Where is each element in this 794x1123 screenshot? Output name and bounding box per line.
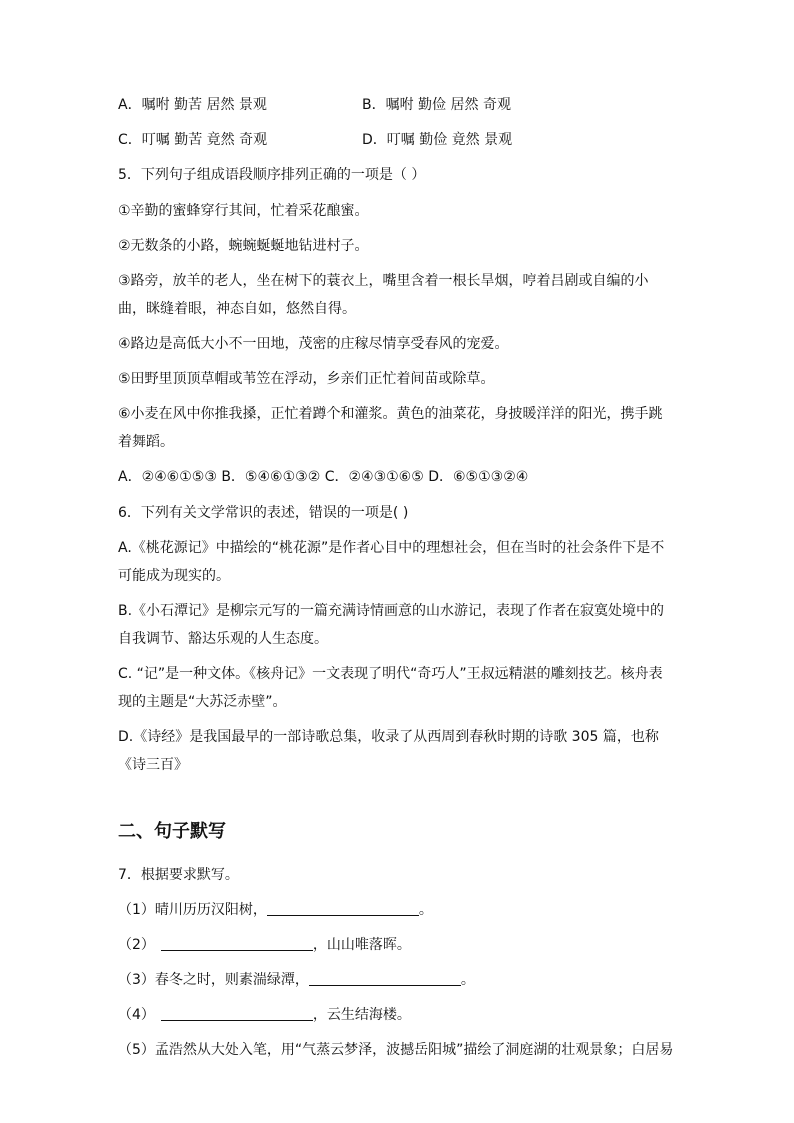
q6-option-b-line1: B.《小石潭记》是柳宗元写的一篇充满诗情画意的山水游记，表现了作者在寂寞处境中的	[118, 603, 665, 619]
q7-item-4-prefix: （4）	[118, 1007, 155, 1023]
q5-sentence-6-line1: ⑥小麦在风中你推我搡，正忙着蹲个和灌浆。黄色的油菜花，身披暖洋洋的阳光，携手跳	[118, 406, 663, 422]
answer-blank[interactable]	[161, 1006, 313, 1021]
answer-blank[interactable]	[309, 971, 461, 986]
q4-option-b: B．嘱咐 勤俭 居然 奇观	[362, 97, 511, 113]
q4-option-c: C．叮嘱 勤苦 竟然 奇观	[118, 132, 268, 148]
answer-blank[interactable]	[161, 936, 313, 951]
answer-blank[interactable]	[267, 901, 419, 916]
q6-option-a-line1: A.《桃花源记》中描绘的“桃花源”是作者心目中的理想社会，但在当时的社会条件下是不	[118, 540, 665, 556]
q5-sentence-3-line1: ③路旁，放羊的老人，坐在树下的蓑衣上，嘴里含着一根长旱烟，哼着吕剧或自编的小	[118, 273, 649, 289]
q7-item-3	[118, 971, 475, 989]
q7-item-4-suffix: ，云生结海楼。	[312, 1007, 411, 1023]
q4-option-d: D．叮嘱 勤俭 竟然 景观	[362, 132, 513, 148]
q7-item-5: （5）孟浩然从大处入笔，用“气蒸云梦泽，波撼岳阳城”描绘了洞庭湖的壮观景象；白居易	[118, 1042, 674, 1058]
q7-item-1	[118, 901, 433, 919]
q6-stem: 6．下列有关文学常识的表述，错误的一项是( )	[118, 505, 409, 521]
q7-item-1-prefix: （1）晴川历历汉阳树，	[118, 902, 267, 918]
q5-sentence-2: ②无数条的小路，蜿蜿蜒蜒地钻进村子。	[118, 238, 369, 254]
q6-option-d-line1: D.《诗经》是我国最早的一部诗歌总集，收录了从西周到春秋时期的诗歌 305 篇，也称	[118, 729, 659, 745]
q7-item-4	[118, 1006, 411, 1024]
q5-sentence-4: ④路边是高低大小不一田地，茂密的庄稼尽情享受春风的宠爱。	[118, 336, 509, 352]
section-heading: 二、句子默写	[118, 821, 226, 842]
q7-item-2	[118, 936, 411, 954]
q6-option-a-line2: 可能成为现实的。	[118, 568, 230, 584]
q6-option-c-line1: C. “记”是一种文体。《核舟记》一文表现了明代“奇巧人”王叔远精湛的雕刻技艺。核舟表	[118, 666, 663, 682]
q6-option-b-line2: 自我调节、豁达乐观的人生态度。	[118, 631, 328, 647]
q4-option-a: A．嘱咐 勤苦 居然 景观	[118, 97, 267, 113]
q7-stem: 7．根据要求默写。	[118, 867, 239, 883]
q6-option-c-line2: 现的主题是“大苏泛赤壁”。	[118, 694, 287, 710]
q5-sentence-5: ⑤田野里顶顶草帽或苇笠在浮动，乡亲们正忙着间苗或除草。	[118, 371, 495, 387]
q6-option-d-line2: 《诗三百》	[118, 757, 188, 773]
q5-options: A．②④⑥①⑤③ B．⑤④⑥①③② C．②④③①⑥⑤ D．⑥⑤①③②④	[118, 469, 529, 485]
q7-item-3-prefix: （3）春冬之时，则素湍绿潭，	[118, 972, 309, 988]
q7-item-2-prefix: （2）	[118, 937, 155, 953]
q7-item-3-suffix: 。	[460, 972, 475, 988]
q5-sentence-3-line2: 曲，眯缝着眼，神态自如，悠然自得。	[118, 301, 356, 317]
q7-item-1-suffix: 。	[418, 902, 433, 918]
q5-stem: 5．下列句子组成语段顺序排列正确的一项是（ ）	[118, 167, 426, 183]
q5-sentence-6-line2: 着舞蹈。	[118, 434, 174, 450]
q5-sentence-1: ①辛勤的蜜蜂穿行其间，忙着采花酿蜜。	[118, 203, 369, 219]
q7-item-2-suffix: ，山山唯落晖。	[312, 937, 411, 953]
